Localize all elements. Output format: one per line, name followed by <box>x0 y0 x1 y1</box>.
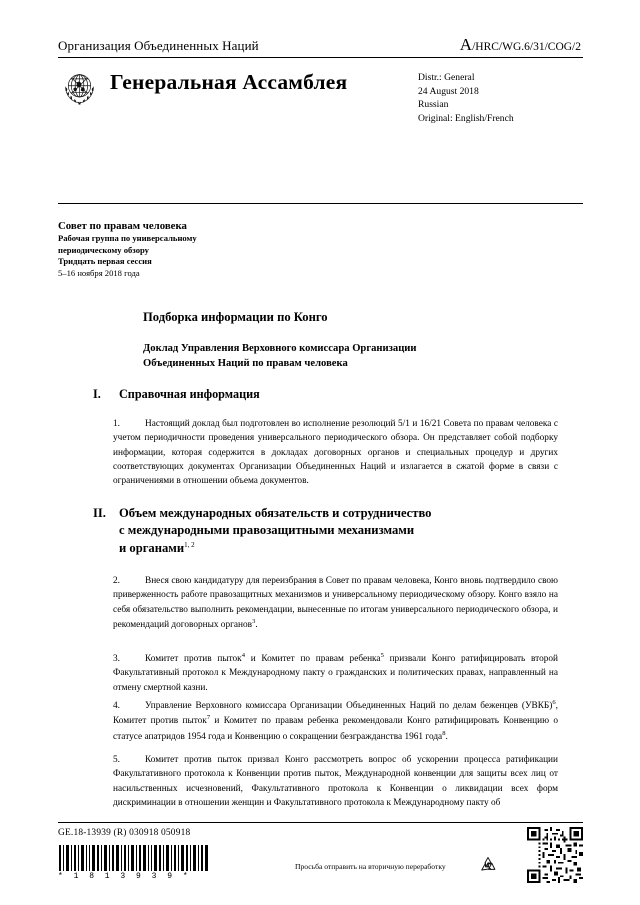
barcode-block <box>58 845 210 881</box>
section-ii-footnote-marks: 1, 2 <box>184 540 195 549</box>
paragraph-4-text-c: и Комитет по правам ребенка рекомендовали Конго ратифицировать Конвенцию о статусе апатридов 1954 года и Конвенцию о сокращении безгражданства 1961 года <box>113 716 558 742</box>
organ-working-group-line1: Рабочая группа по универсальному <box>58 233 197 244</box>
paragraph-5 <box>113 753 558 810</box>
document-symbol <box>460 36 583 54</box>
paragraph-1-number: 1. <box>113 419 120 429</box>
section-ii-title <box>119 505 553 557</box>
paragraph-2-number: 2. <box>113 576 120 586</box>
barcode-label: * 1 8 1 3 9 3 9 * <box>58 872 191 881</box>
paragraph-4-text-b: , Комитет против пыток <box>113 701 558 727</box>
paragraph-4-text-a: Управление Верховного комиссара Организации Объединенных Наций по делам беженцев (УВКБ) <box>145 701 553 712</box>
paragraph-4 <box>113 698 558 744</box>
organ-block <box>58 219 378 280</box>
general-assembly-title: Генеральная Ассамблея <box>110 69 348 94</box>
paragraph-4-text-d: . <box>445 731 448 742</box>
organ-session: Тридцать первая сессия <box>58 256 152 267</box>
distribution-line: Distr.: General <box>418 71 475 83</box>
distribution-date: 24 August 2018 <box>418 85 479 97</box>
paragraph-3-text-a: Комитет против пыток <box>145 654 242 665</box>
paragraph-3-text-c: призвали Конго ратифицировать второй Факультативный протокол к Международному пакту о гражданских и политических правах, направленный на отмену смертной казни. <box>113 654 559 693</box>
paragraph-4-footnote-b: 7 <box>206 714 211 722</box>
distribution-language: Russian <box>418 99 449 111</box>
page-subtitle-line1: Доклад Управления Верховного комиссара Организации <box>143 343 417 354</box>
page-title: Подборка информации по Конго <box>143 310 328 324</box>
paragraph-2-tail: . <box>255 620 258 631</box>
masthead-divider-bottom <box>58 203 583 204</box>
section-i-title: Справочная информация <box>119 387 260 401</box>
qr-code-icon <box>527 827 583 883</box>
organ-working-group-line2: периодическому обзору <box>58 244 149 255</box>
paragraph-1-text: Настоящий доклад был подготовлен во исполнение резолюций 5/1 и 16/21 Совета по правам человека с учетом периодичности проведения универсального периодического обзора. Он представляет собой подборку информации, которая содержится в докладах договорных органов и специальных процедур и других соответствующих документах Организации Объединенных Наций и излагается в сжатой форме в связи с ограничениями в отношении объема документов. <box>113 419 558 487</box>
masthead-bottom-row <box>58 58 583 153</box>
document-symbol-prefix: A <box>459 35 473 54</box>
organ-session-dates: 5–16 ноября 2018 года <box>58 268 140 278</box>
barcode-icon <box>58 845 210 871</box>
paragraph-5-number: 5. <box>113 755 120 765</box>
paragraph-5-text: Комитет против пыток призвал Конго рассмотреть вопрос об ускорении процесса ратификации Факультативного протокола к Конвенции против пыток, Международной конвенции для защиты всех лиц от насильственных исчезновений, Факультативного протокола к Конвенции о ликвидации всех форм дискриминации в отношении женщин и Факультативного протокола к Международному пакту об <box>113 755 558 808</box>
section-i-heading <box>93 387 553 403</box>
paragraph-3-footnote-a: 4 <box>241 652 245 659</box>
distribution-block <box>418 71 583 127</box>
paragraph-3-footnote-b: 5 <box>380 652 384 659</box>
organization-name: Организация Объединенных Наций <box>58 38 259 54</box>
section-ii-title-line1: Объем международных обязательств и сотрудничество <box>119 506 432 520</box>
paragraph-4-footnote-a: 6 <box>552 699 556 706</box>
section-ii-title-line3: и органами <box>119 540 185 555</box>
section-ii-number: II. <box>93 506 106 520</box>
masthead <box>58 36 583 153</box>
paragraph-3-number: 3. <box>113 654 120 665</box>
paragraph-4-footnote-c: 8 <box>442 729 446 737</box>
general-assembly-block <box>58 65 347 109</box>
page-subtitle <box>143 341 543 371</box>
document-symbol-rest: /HRC/WG.6/31/COG/2 <box>472 41 581 53</box>
section-ii-heading <box>93 505 553 557</box>
recycle-icon <box>478 855 498 875</box>
recycle-note: Просьба отправить на вторичную переработку <box>295 862 446 871</box>
paragraph-2-footnote: 3 <box>252 617 256 625</box>
document-job-number: GE.18-13939 (R) 030918 050918 <box>58 828 191 838</box>
paragraph-2 <box>113 574 558 632</box>
section-i-number: I. <box>93 387 101 401</box>
paragraph-3 <box>113 651 558 695</box>
paragraph-4-number: 4. <box>113 701 120 712</box>
un-emblem-icon <box>58 66 101 109</box>
paragraph-1 <box>113 417 558 489</box>
masthead-top-row <box>58 36 583 57</box>
section-i <box>93 387 553 403</box>
organ-council-name: Совет по правам человека <box>58 220 187 232</box>
paragraph-2-text: Внеся свою кандидатуру для переизбрания в Совет по правам человека, Конго вновь подтвердило свою приверженность работе правозащитных механизмов и универсальному периодическому обзору. Конго взяло на себя обязательство выполнить рекомендации, вынесенные по итогам универсального периодического обзора, и рекомендаций договорных органов <box>113 576 558 631</box>
section-ii <box>93 505 553 557</box>
page-subtitle-line2: Объединенных Наций по правам человека <box>143 358 348 370</box>
paragraph-3-text-b: и Комитет по правам ребенка <box>244 654 381 665</box>
footer-divider <box>58 822 583 823</box>
section-ii-title-line2: с международными правозащитными механизмами <box>119 523 415 538</box>
distribution-original: Original: English/French <box>418 113 514 125</box>
